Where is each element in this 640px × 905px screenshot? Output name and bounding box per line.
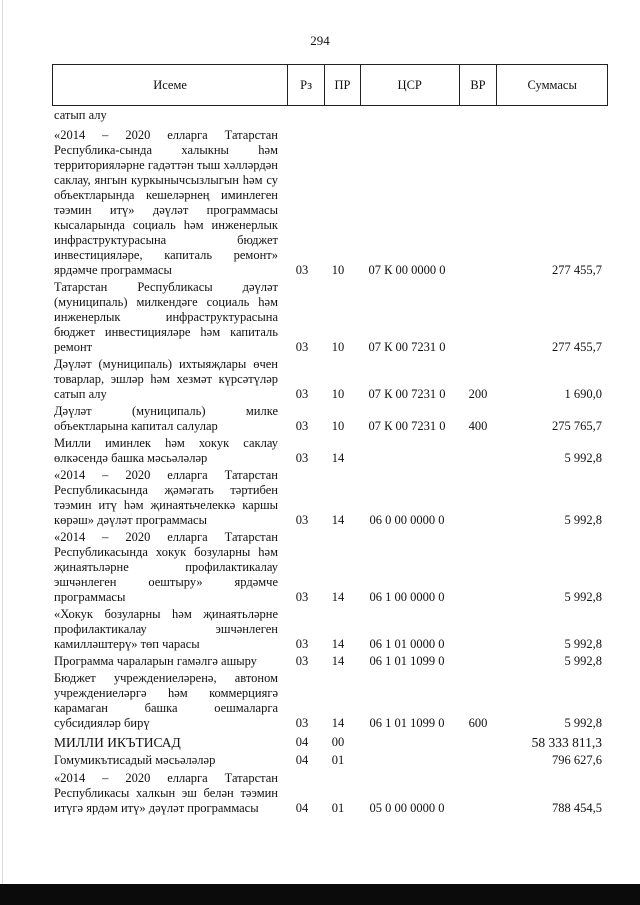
- cell-csr: 07 К 00 7231 0: [368, 419, 446, 433]
- cell-sum: 796 627,6: [552, 753, 602, 767]
- cell-name: Татарстан Республикасы дәүләт (муниципаль) милкендәге социаль һәм инженерлык инфраструктурасына бюджет инвестицияләре һәм капиталь ремонт: [54, 280, 278, 354]
- scan-bottom-bar: [0, 884, 640, 905]
- table-row: [54, 404, 602, 434]
- cell-pr: 14: [331, 590, 345, 604]
- table-row: [54, 607, 602, 652]
- header-vr: ВР: [460, 65, 498, 105]
- header-rz: Рз: [288, 65, 325, 105]
- header-sum: Суммасы: [527, 77, 577, 92]
- cell-sum: 275 765,7: [552, 419, 602, 433]
- cell-rz: 03: [295, 451, 309, 465]
- cell-rz: 03: [295, 716, 309, 730]
- table-body: [54, 106, 602, 816]
- cell-name: Милли иминлек һәм хокук саклау өлкәсендә башка мәсьәләләр: [54, 436, 278, 465]
- cell-sum: 1 690,0: [564, 387, 602, 401]
- cell-name: Гомумикътисадый мәсьәләләр: [54, 753, 216, 767]
- table-header: [52, 64, 608, 106]
- header-name: Исеме: [53, 65, 288, 105]
- cell-sum: 5 992,8: [564, 637, 602, 651]
- table-row: [54, 671, 602, 731]
- cell-rz: 03: [295, 263, 309, 277]
- header-pr: ПР: [325, 65, 361, 105]
- cell-rz: 03: [295, 340, 309, 354]
- cell-rz: 03: [295, 387, 309, 401]
- cell-name: Программа чараларын гамәлгә ашыру: [54, 654, 257, 668]
- cell-sum: 58 333 811,3: [531, 735, 602, 750]
- cell-pr: 14: [331, 451, 345, 465]
- cell-csr: 06 0 00 0000 0: [369, 513, 445, 527]
- table-row: [54, 735, 602, 750]
- cell-csr: 07 К 00 7231 0: [368, 340, 446, 354]
- cell-name: сатып алу: [54, 108, 107, 122]
- table-row: [54, 530, 602, 605]
- cell-csr: 05 0 00 0000 0: [369, 801, 445, 815]
- page-number: 294: [310, 33, 330, 48]
- cell-rz: 04: [295, 753, 309, 767]
- cell-vr: 200: [468, 387, 488, 401]
- cell-csr: 07 К 00 0000 0: [368, 263, 446, 277]
- cell-pr: 01: [331, 753, 345, 767]
- cell-csr: 06 1 00 0000 0: [369, 590, 445, 604]
- cell-name: «Хокук бозуларны һәм җинаятьләрне профилактикалау эшчәнлеген камилләштерү» төп чарасы: [54, 607, 278, 651]
- cell-pr: 14: [331, 637, 345, 651]
- cell-name: МИЛЛИ ИКЪТИСАД: [54, 735, 181, 750]
- table-row: [54, 280, 602, 355]
- cell-sum: 5 992,8: [564, 716, 602, 730]
- cell-rz: 03: [295, 419, 309, 433]
- cell-name: Дәүләт (муниципаль) милке объектларына капитал салулар: [54, 404, 278, 433]
- cell-csr: 06 1 01 0000 0: [369, 637, 445, 651]
- cell-name: Дәүләт (муниципаль) ихтыяҗлары өчен товарлар, эшләр һәм хезмәт күрсәтүләр сатып алу: [54, 357, 278, 401]
- cell-name: «2014 – 2020 елларга Татарстан Республикасында җәмәгать тәртибен тәэмин итү һәм җинаятьчелеккә каршы көрәш» дәүләт программасы: [54, 468, 278, 527]
- cell-name: Бюджет учреждениеләренә, автоном учреждениеләргә һәм коммерциягә карамаган башка оешмаларга субсидияләр бирү: [54, 671, 278, 730]
- cell-vr: 400: [468, 419, 488, 433]
- cell-pr: 10: [331, 340, 345, 354]
- cell-sum: 788 454,5: [552, 801, 602, 815]
- table-row: [54, 436, 602, 466]
- table-row: [54, 128, 602, 278]
- header-csr: ЦСР: [361, 65, 460, 105]
- cell-rz: 03: [295, 590, 309, 604]
- cell-sum: 5 992,8: [564, 513, 602, 527]
- cell-sum: 5 992,8: [564, 590, 602, 604]
- cell-sum: 277 455,7: [552, 263, 602, 277]
- cell-rz: 03: [295, 654, 309, 668]
- table-row: [54, 108, 602, 123]
- cell-sum: 5 992,8: [564, 654, 602, 668]
- cell-sum: 277 455,7: [552, 340, 602, 354]
- table-row: [54, 357, 602, 402]
- cell-rz: 04: [295, 801, 309, 815]
- table-row: [54, 468, 602, 528]
- cell-csr: 06 1 01 1099 0: [369, 716, 445, 730]
- cell-name: «2014 – 2020 елларга Татарстан Республикасында хокук бозуларны һәм җинаятьләрне профилактикалау эшчәнлеген оештыру» ярдәмче программасы: [54, 530, 278, 604]
- cell-rz: 04: [295, 735, 309, 749]
- table-row: [54, 753, 602, 768]
- scan-edge-line: [2, 0, 3, 884]
- cell-pr: 10: [331, 263, 345, 277]
- cell-vr: 600: [468, 716, 488, 730]
- table-row: [54, 771, 602, 816]
- cell-pr: 10: [331, 387, 345, 401]
- cell-pr: 10: [331, 419, 345, 433]
- cell-pr: 14: [331, 513, 345, 527]
- cell-csr: 06 1 01 1099 0: [369, 654, 445, 668]
- cell-pr: 14: [331, 716, 345, 730]
- cell-rz: 03: [295, 637, 309, 651]
- cell-sum: 5 992,8: [564, 451, 602, 465]
- cell-pr: 00: [331, 735, 345, 749]
- cell-pr: 01: [331, 801, 345, 815]
- cell-rz: 03: [295, 513, 309, 527]
- cell-pr: 14: [331, 654, 345, 668]
- table-row: [54, 654, 602, 669]
- cell-name: «2014 – 2020 елларга Татарстан Республикасы халкын эш белән тәэмин итүгә ярдәм итү» дәүләт программасы: [54, 771, 278, 815]
- cell-name: «2014 – 2020 елларга Татарстан Республика-сында халыкны һәм территорияләрне гадәттән тыш хәлләрдән саклау, янгын куркынычсызлыгын һәм су объектларында кешеләрнең иминлеген тәэмин итү» дәүләт программасы кысаларында социаль һәм инженерлык инфраструктурасына бюджет инвестицияләре, капиталь ремонт» ярдәмче программасы: [54, 128, 278, 277]
- cell-csr: 07 К 00 7231 0: [368, 387, 446, 401]
